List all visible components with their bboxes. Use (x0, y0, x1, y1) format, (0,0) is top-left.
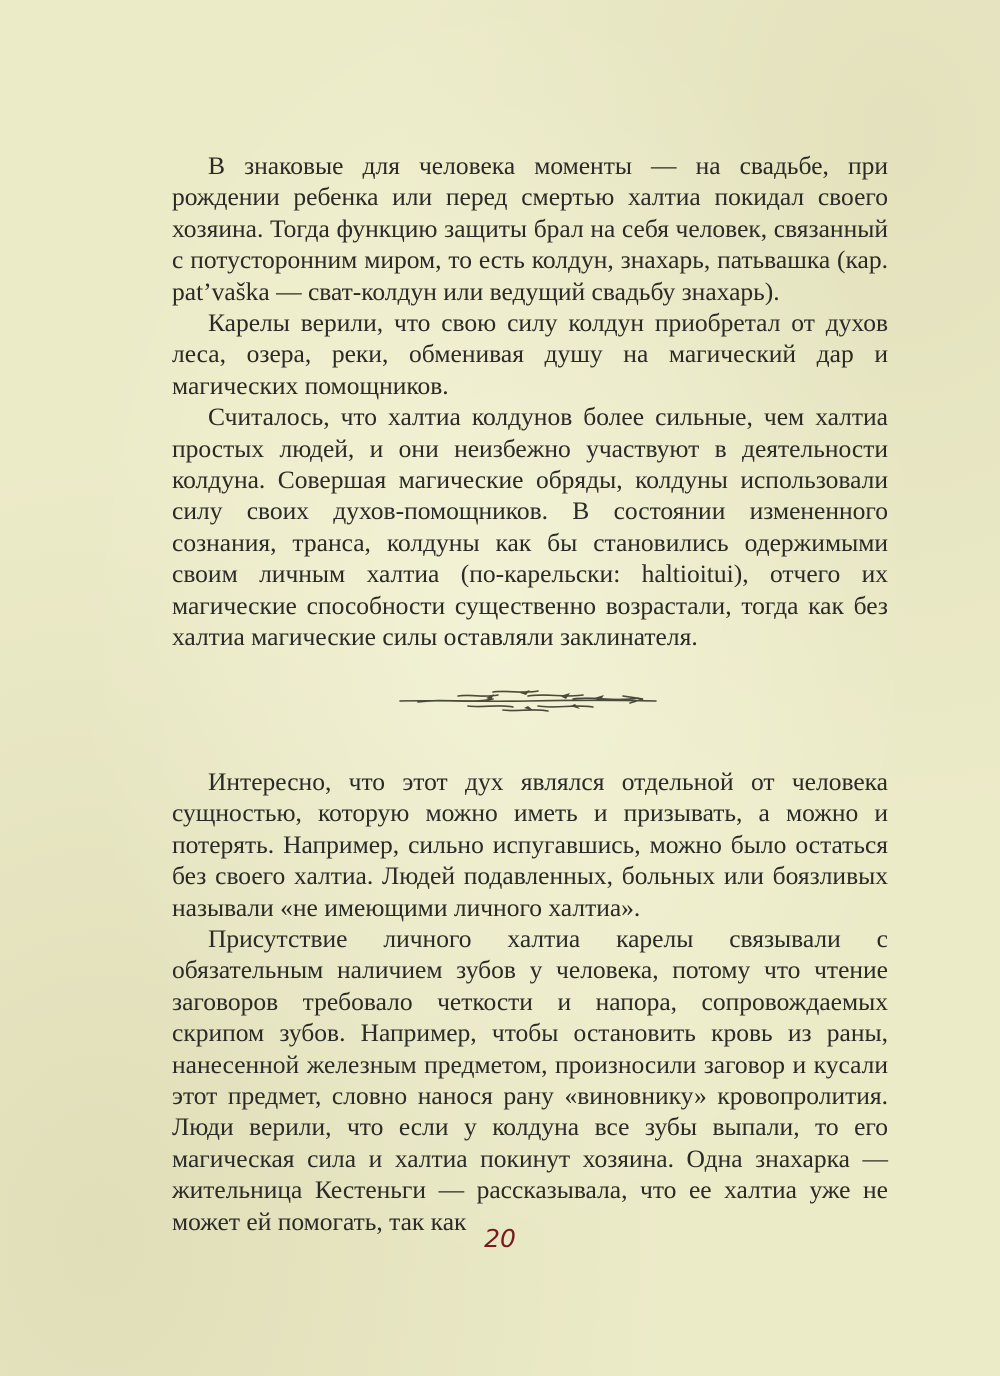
page-number: 20 (484, 1224, 516, 1253)
paragraph: Присутствие личного халтиа карелы связывали с обязательным наличием зубов у человека, потому что чтение заговоров требовало четкости и напора, сопровождаемых скрипом зубов. Например, чтобы остановить кровь из раны, нанесенной железным предметом, произносили заговор и кусали этот предмет, словно нанося рану «виновнику» кровопролития. Люди верили, что если у колдуна все зубы выпали, то его магическая сила и халтиа покинут хозяина. Одна знахарка — жительница Кестеньги — рассказывала, что ее халтиа уже не может ей помогать, так как (172, 924, 888, 1236)
text-section-1 (172, 150, 888, 653)
vine-flourish-icon (398, 684, 660, 718)
text-section-2 (172, 766, 888, 1237)
paragraph: Интересно, что этот дух являлся отдельной от человека сущностью, которую можно иметь и призывать, а можно и потерять. Например, сильно испугавшись, можно было остаться без своего халтиа. Людей подавленных, больных или боязливых называли «не имеющими личного халтиа». (172, 767, 888, 922)
paragraph: Считалось, что халтиа колдунов более сильные, чем халтиа простых людей, и они неизбежно участвуют в деятельности колдуна. Совершая магические обряды, колдуны использовали силу своих духов-помощников. В состоянии измененного сознания, транса, колдуны как бы становились одержимыми своим личным халтиа (по-карельски: haltioitui), отчего их магические способности существенно возрастали, тогда как без халтиа магические силы оставляли заклинателя. (172, 402, 888, 652)
paragraph: В знаковые для человека моменты — на свадьбе, при рождении ребенка или перед смертью халтиа покидал своего хозяина. Тогда функцию защиты брал на себя человек, связанный с потусторонним миром, то есть колдун, знахарь, патьвашка (кар. pat’vaška — сват-колдун или ведущий свадьбу знахарь). (172, 151, 888, 306)
paragraph: Карелы верили, что свою силу колдун приобретал от духов леса, озера, реки, обменивая душу на магический дар и магических помощников. (172, 308, 888, 400)
